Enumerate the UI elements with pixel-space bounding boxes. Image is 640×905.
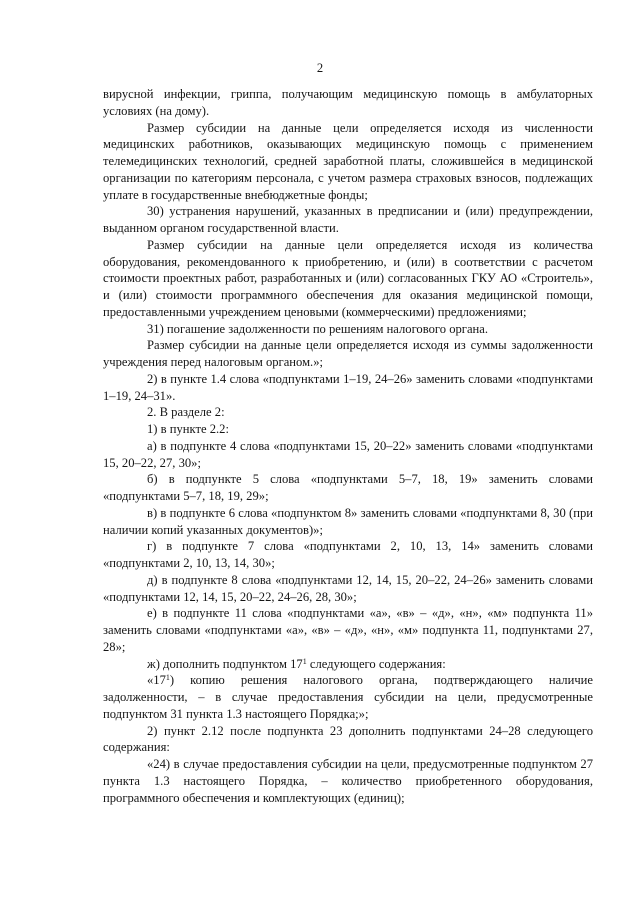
paragraph: «24) в случае предоставления субсидии на цели, предусмотренные подпунктом 27 пункта 1.3 настоящего Порядка, – количество приобретенного оборудования, программного обеспечения и комплектующих (единиц);: [103, 757, 593, 805]
paragraph: Размер субсидии на данные цели определяется исходя из количества оборудования, рекомендованного к приобретению, и (или) в соответствии с расчетом стоимости проектных работ, разработанных и (или) согласованных ГКУ АО «Строитель», и (или) стоимости программного обеспечения для оказания медицинской помощи, предоставленными учреждением ценовыми (коммерческими) предложениями;: [103, 237, 593, 319]
paragraph: а) в подпункте 4 слова «подпунктами 15, 20–22» заменить словами «подпунктами 15, 20–22, 27, 30»;: [103, 438, 593, 470]
paragraph: Размер субсидии на данные цели определяется исходя из численности медицинских работников, оказывающих медицинскую помощь с применением телемедицинских технологий, средней заработной платы, сложившейся в медицинской организации по категориям персонала, с учетом размера страховых взносов, подлежащих уплате в государственные внебюджетные фонды;: [103, 120, 593, 202]
paragraph: вирусной инфекции, гриппа, получающим медицинскую помощь в амбулаторных условиях (на дому).: [103, 87, 593, 118]
paragraph: б) в подпункте 5 слова «подпунктами 5–7, 18, 19» заменить словами «подпунктами 5–7, 18, 19, 29»;: [103, 472, 593, 503]
superscript: 1: [302, 656, 307, 666]
paragraph: 2) в пункте 1.4 слова «подпунктами 1–19, 24–26» заменить словами «подпунктами 1–19, 24–31».: [103, 371, 593, 403]
paragraph-text: ж) дополнить подпунктом 17: [147, 656, 303, 671]
paragraph-text: «17: [147, 673, 166, 688]
paragraph: в) в подпункте 6 слова «подпунктом 8» заменить словами «подпунктами 8, 30 (при наличии копий указанных документов)»;: [103, 505, 593, 537]
superscript: 1: [165, 673, 170, 683]
paragraph: 1) в пункте 2.2:: [147, 422, 229, 436]
paragraph: Размер субсидии на данные цели определяется исходя из суммы задолженности учреждения перед налоговым органом.»;: [103, 338, 593, 369]
paragraph: е) в подпункте 11 слова «подпунктами «а», «в» – «д», «н», «м» подпункта 11» заменить словами «подпунктами «а», «в» – «д», «н», «м» подпункта 11, подпунктами 27, 28»;: [103, 606, 593, 654]
paragraph: 31) погашение задолженности по решениям налогового органа.: [147, 321, 489, 336]
paragraph-text: ) копию решения налогового органа, подтверждающего наличие задолженности, – в случае предоставления субсидии на цели, предусмотренные подпунктом 31 пункта 1.3 настоящего Порядка;»;: [103, 673, 593, 721]
paragraph: г) в подпункте 7 слова «подпунктами 2, 10, 13, 14» заменить словами «подпунктами 2, 10, 13, 14, 30»;: [103, 539, 593, 570]
paragraph: д) в подпункте 8 слова «подпунктами 12, 14, 15, 20–22, 24–26» заменить словами «подпунктами 12, 14, 15, 20–22, 24–26, 28, 30»;: [103, 572, 593, 604]
paragraph: 30) устранения нарушений, указанных в предписании и (или) предупреждении, выданном органом государственной власти.: [103, 204, 593, 235]
paragraph: [103, 656, 593, 673]
paragraph: 2) пункт 2.12 после подпункта 23 дополнить подпунктами 24–28 следующего содержания:: [103, 723, 593, 755]
paragraph: 2. В разделе 2:: [147, 405, 225, 420]
page-number: 2: [316, 61, 324, 75]
paragraph: [103, 672, 593, 722]
paragraph-text: следующего содержания:: [306, 656, 446, 671]
document-body: [103, 86, 593, 806]
